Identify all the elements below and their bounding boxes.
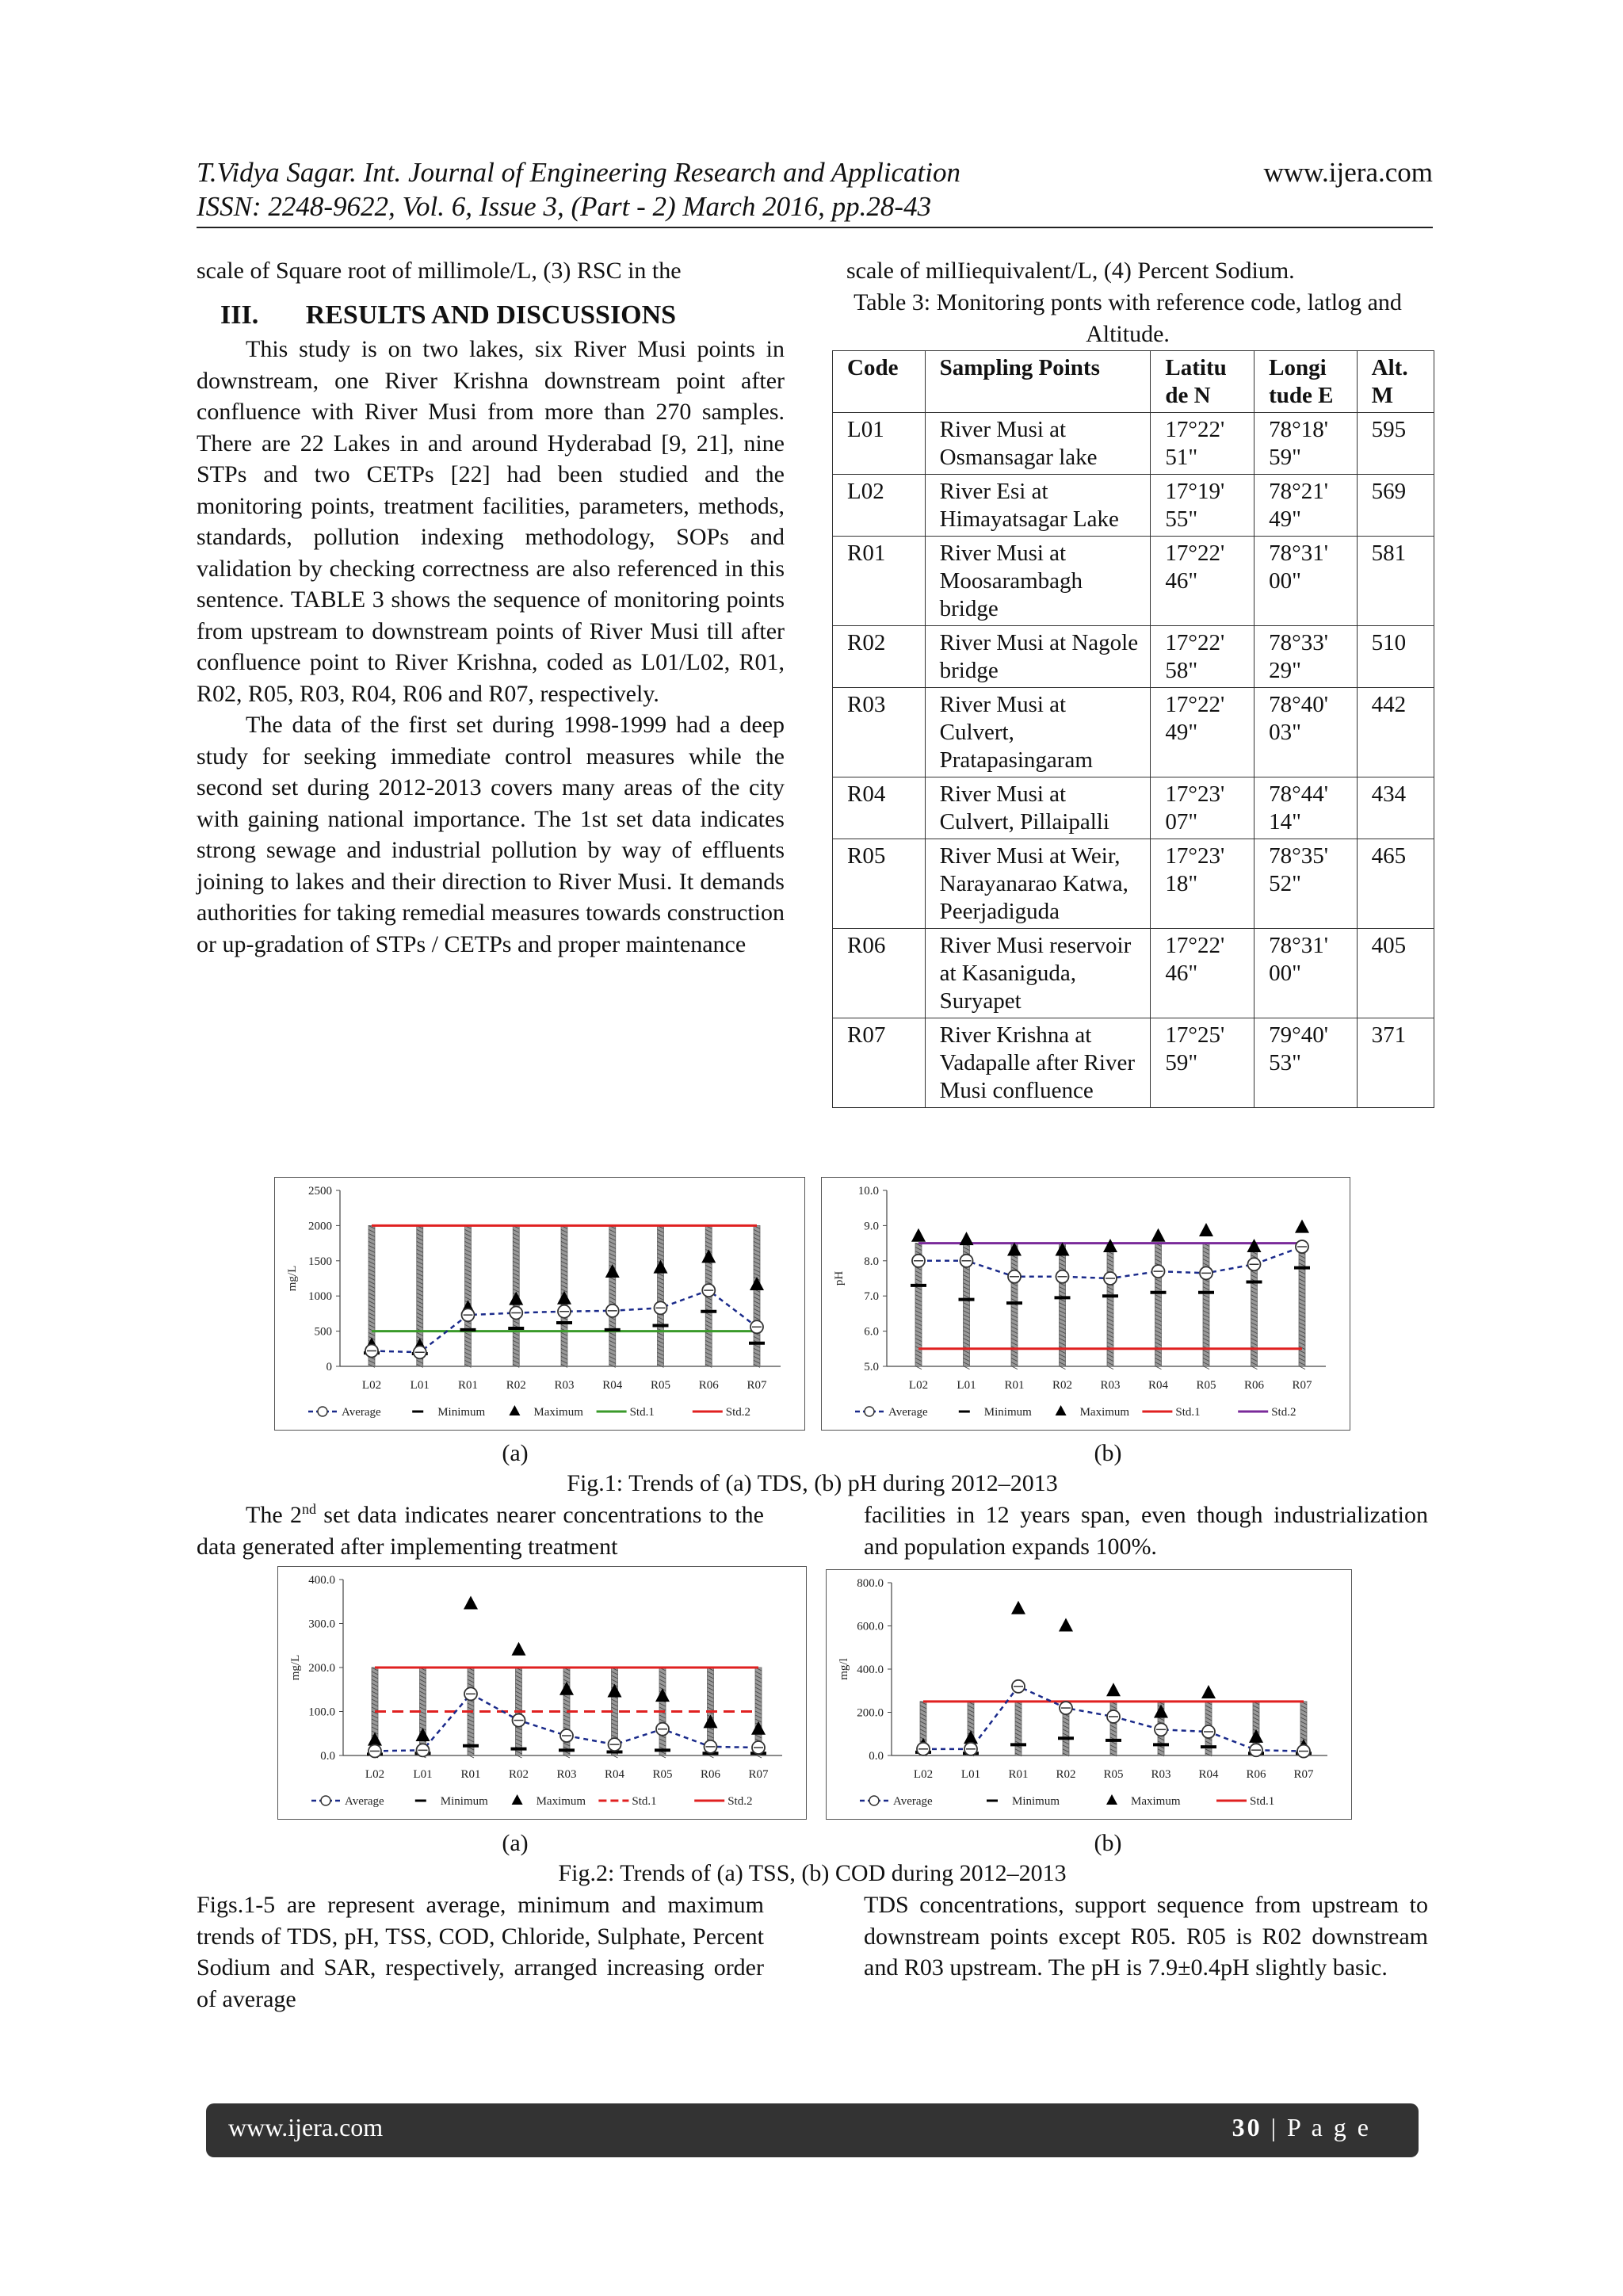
table-cell: 17°22' 46" xyxy=(1151,928,1254,1018)
maximum-marker xyxy=(1295,1220,1309,1233)
legend-average-marker xyxy=(318,1407,327,1416)
header-rule xyxy=(197,227,1433,228)
text-fragment: The 2 xyxy=(246,1502,302,1528)
y-tick-label: 0 xyxy=(326,1361,332,1373)
legend-label: Maximum xyxy=(1079,1406,1130,1419)
table-caption: Table 3: Monitoring ponts with reference code, latlog and Altitude. xyxy=(854,288,1402,347)
table-cell: 465 xyxy=(1357,839,1434,928)
x-tick-label: L02 xyxy=(365,1768,385,1781)
x-tick-label: L02 xyxy=(908,1379,929,1392)
x-tick-label: R05 xyxy=(1196,1379,1216,1392)
continued-text: scale of Square root of millimole/L, (3) RSC in the xyxy=(197,258,682,284)
legend-label: Average xyxy=(888,1406,928,1419)
journal-citation-line1: T.Vidya Sagar. Int. Journal of Engineering Research and Application xyxy=(197,157,961,188)
maximum-marker xyxy=(1154,1705,1168,1718)
maximum-marker xyxy=(751,1721,766,1735)
table-cell: River Musi at Culvert, Pillaipalli xyxy=(925,777,1151,839)
legend-maximum-swatch xyxy=(512,1794,523,1805)
chart-svg xyxy=(827,1570,1351,1819)
maximum-marker xyxy=(1103,1239,1117,1252)
table-cell: R05 xyxy=(833,839,926,928)
y-tick-label: 2500 xyxy=(308,1185,332,1198)
x-tick-label: R06 xyxy=(700,1768,721,1781)
y-tick-label: 800.0 xyxy=(857,1577,884,1590)
table-cell: L01 xyxy=(833,412,926,474)
legend-label: Std.1 xyxy=(1175,1406,1201,1419)
x-tick-label: R02 xyxy=(508,1768,529,1781)
legend-label: Minimum xyxy=(1012,1795,1060,1808)
figure-caption: Fig.1: Trends of (a) TDS, (b) pH during 2012–2013 xyxy=(567,1470,1058,1496)
x-tick-label: R03 xyxy=(1100,1379,1121,1392)
table-cell: R03 xyxy=(833,687,926,777)
legend-label: Std.1 xyxy=(632,1795,657,1808)
table-cell: 371 xyxy=(1357,1018,1434,1107)
maximum-marker xyxy=(559,1682,574,1695)
maximum-marker xyxy=(1199,1223,1213,1236)
legend-label: Maximum xyxy=(1131,1795,1181,1808)
maximum-marker xyxy=(701,1249,716,1263)
table-cell: L02 xyxy=(833,474,926,536)
page-number-value: 30 xyxy=(1232,2113,1262,2141)
paragraph: Figs.1-5 are represent average, minimum and maximum trends of TDS, pH, TSS, COD, Chloride, Sulphate, Percent Sodium and SAR, respectively, arranged increasing order of average xyxy=(197,1892,764,2012)
subfigure-label: (b) xyxy=(1094,1830,1122,1856)
journal-website[interactable]: www.ijera.com xyxy=(1263,157,1433,188)
maximum-marker xyxy=(1247,1239,1262,1252)
chart-fig1a-tds xyxy=(274,1177,805,1431)
x-tick-label: R03 xyxy=(556,1768,577,1781)
legend-label: Std.2 xyxy=(1271,1406,1296,1419)
table-cell: 405 xyxy=(1357,928,1434,1018)
page-number xyxy=(1232,2113,1371,2142)
table-cell: 17°19' 55" xyxy=(1151,474,1254,536)
x-tick-label: L01 xyxy=(413,1768,433,1781)
x-tick-label: R07 xyxy=(1293,1768,1314,1781)
footer-website[interactable]: www.ijera.com xyxy=(228,2113,384,2141)
page-footer xyxy=(206,2103,1419,2157)
y-tick-label: 8.0 xyxy=(864,1255,879,1268)
legend-maximum-swatch xyxy=(1056,1405,1067,1415)
maximum-marker xyxy=(750,1277,764,1290)
y-tick-label: 6.0 xyxy=(864,1325,879,1339)
x-tick-label: R04 xyxy=(1198,1768,1219,1781)
table-cell: 78°18' 59" xyxy=(1254,412,1358,474)
legend-label: Maximum xyxy=(536,1795,586,1808)
table-cell: River Esi at Himayatsagar Lake xyxy=(925,474,1151,536)
x-tick-label: L02 xyxy=(361,1379,382,1392)
y-axis-label: pH xyxy=(833,1270,846,1286)
y-axis-label: mg/L xyxy=(289,1654,302,1681)
chart-svg xyxy=(822,1178,1350,1430)
y-tick-label: 1000 xyxy=(308,1290,332,1304)
y-tick-label: 5.0 xyxy=(864,1361,879,1373)
maximum-marker xyxy=(654,1260,668,1274)
table-cell: 78°33' 29" xyxy=(1254,625,1358,687)
table-row xyxy=(833,474,1434,536)
y-tick-label: 400.0 xyxy=(308,1574,335,1587)
chart-fig1b-ph xyxy=(821,1177,1350,1431)
legend-label: Std.2 xyxy=(727,1795,753,1808)
chart-svg xyxy=(278,1567,806,1819)
table-cell: R04 xyxy=(833,777,926,839)
table-cell: R01 xyxy=(833,536,926,625)
paragraph: facilities in 12 years span, even though industrialization and population expands 100%. xyxy=(864,1502,1428,1560)
x-tick-label: R06 xyxy=(1243,1379,1265,1392)
x-tick-label: L02 xyxy=(913,1768,934,1781)
table-cell: 17°25' 59" xyxy=(1151,1018,1254,1107)
table-cell: 17°23' 18" xyxy=(1151,839,1254,928)
x-tick-label: R06 xyxy=(1246,1768,1266,1781)
legend-average-marker xyxy=(321,1796,330,1805)
table-cell: River Krishna at Vadapalle after River Musi confluence xyxy=(925,1018,1151,1107)
right-column-bottom xyxy=(864,1889,1428,1984)
table-cell: 442 xyxy=(1357,687,1434,777)
table-cell: 17°22' 58" xyxy=(1151,625,1254,687)
maximum-marker xyxy=(557,1291,571,1305)
legend-label: Minimum xyxy=(440,1795,488,1808)
legend-average-marker xyxy=(865,1407,874,1416)
journal-citation-line2: ISSN: 2248-9622, Vol. 6, Issue 3, (Part - 2) March 2016, pp.28-43 xyxy=(197,191,932,222)
table-header-cell: Sampling Points xyxy=(925,350,1151,412)
section-heading: III. RESULTS AND DISCUSSIONS xyxy=(220,300,677,330)
table-cell: 78°31' 00" xyxy=(1254,928,1358,1018)
table-row xyxy=(833,839,1434,928)
y-tick-label: 400.0 xyxy=(857,1664,884,1676)
x-tick-label: R05 xyxy=(1103,1768,1124,1781)
maximum-marker xyxy=(1249,1729,1263,1743)
table-cell: 17°22' 46" xyxy=(1151,536,1254,625)
right-column-mid xyxy=(864,1499,1428,1562)
maximum-marker xyxy=(512,1642,526,1656)
maximum-marker xyxy=(464,1596,478,1610)
legend-label: Std.1 xyxy=(1250,1795,1275,1808)
x-tick-label: R03 xyxy=(554,1379,575,1392)
x-tick-label: L01 xyxy=(410,1379,430,1392)
table-cell: R07 xyxy=(833,1018,926,1107)
y-tick-label: 7.0 xyxy=(864,1290,879,1304)
paragraph xyxy=(197,1499,764,1562)
legend-average-marker xyxy=(869,1796,879,1805)
subfigure-label: (b) xyxy=(1094,1440,1122,1466)
legend-label: Minimum xyxy=(983,1406,1032,1419)
legend-label: Average xyxy=(345,1795,384,1808)
paragraph: This study is on two lakes, six River Musi points in downstream, one River Krishna downstream point after confluence with River Musi from more than 270 samples. There are 22 Lakes in and around Hyderabad [9, 21], nine STPs and two CETPs [22] had been studied and the monitoring points, treatment facilities, parameters, methods, standards, pollution indexing methodology, SOPs and validation by checking correctness are also referenced in this sentence. TABLE 3 shows the sequence of monitoring points from upstream to downstream points of River Musi till after confluence point to River Krishna, coded as L01/L02, R01, R02, R05, R03, R04, R06 and R07, respectively. xyxy=(197,336,785,707)
legend-maximum-swatch xyxy=(509,1405,520,1415)
table-row xyxy=(833,536,1434,625)
table-cell: 510 xyxy=(1357,625,1434,687)
table-cell: 78°35' 52" xyxy=(1254,839,1358,928)
table-header-cell: Alt. M xyxy=(1357,350,1434,412)
table-cell: R02 xyxy=(833,625,926,687)
legend-label: Average xyxy=(893,1795,933,1808)
maximum-marker xyxy=(960,1232,974,1245)
y-axis-label: mg/l xyxy=(838,1658,850,1680)
monitoring-points-table xyxy=(832,350,1434,1108)
x-tick-label: R01 xyxy=(457,1379,479,1392)
maximum-marker xyxy=(1059,1618,1073,1632)
x-tick-label: R06 xyxy=(698,1379,719,1392)
legend-label: Average xyxy=(342,1406,381,1419)
table-header-cell: Latitu de N xyxy=(1151,350,1254,412)
x-tick-label: R02 xyxy=(1052,1379,1073,1392)
chart-fig2a-tss xyxy=(277,1566,807,1820)
y-tick-label: 10.0 xyxy=(857,1185,879,1198)
maximum-marker xyxy=(1151,1228,1166,1242)
y-tick-label: 1500 xyxy=(308,1255,332,1268)
x-tick-label: R04 xyxy=(604,1768,625,1781)
x-tick-label: L01 xyxy=(957,1379,976,1392)
table-cell: 78°21' 49" xyxy=(1254,474,1358,536)
table-cell: 569 xyxy=(1357,474,1434,536)
legend-label: Std.2 xyxy=(725,1406,751,1419)
left-column-bottom xyxy=(197,1889,764,2015)
table-header-cell: Code xyxy=(833,350,926,412)
x-tick-label: R05 xyxy=(652,1768,673,1781)
x-tick-label: R01 xyxy=(460,1768,481,1781)
subfigure-label: (a) xyxy=(502,1830,529,1856)
legend-maximum-swatch xyxy=(1106,1794,1117,1805)
maximum-marker xyxy=(704,1714,718,1728)
y-tick-label: 500 xyxy=(314,1325,332,1339)
figure-caption: Fig.2: Trends of (a) TSS, (b) COD during 2012–2013 xyxy=(558,1860,1067,1886)
table-row xyxy=(833,412,1434,474)
maximum-marker xyxy=(1201,1685,1216,1698)
table-row xyxy=(833,1018,1434,1107)
left-column-mid xyxy=(197,1499,764,1562)
table-cell: River Musi reservoir at Kasaniguda, Suryapet xyxy=(925,928,1151,1018)
x-tick-label: R03 xyxy=(1151,1768,1171,1781)
chart-svg xyxy=(275,1178,804,1430)
maximum-marker xyxy=(1011,1601,1025,1614)
y-tick-label: 300.0 xyxy=(308,1618,335,1631)
y-tick-label: 2000 xyxy=(308,1220,332,1233)
x-tick-label: R07 xyxy=(747,1379,767,1392)
page-label: | P a g e xyxy=(1262,2113,1371,2141)
table-header-cell: Longi tude E xyxy=(1254,350,1358,412)
maximum-marker xyxy=(608,1684,622,1698)
table-row xyxy=(833,625,1434,687)
paragraph: The data of the first set during 1998-1999 had a deep study for seeking immediate control measures while the second set during 2012-2013 covers many areas of the city with gaining national importance. The 1st set data indicates strong sewage and industrial pollution by way of effluents joining to lakes and their direction to River Musi. It demands authorities for taking remedial measures towards construction or up-gradation of STPs / CETPs and proper maintenance xyxy=(197,712,785,957)
continued-text: scale of milIiequivalent/L, (4) Percent Sodium. xyxy=(846,258,1295,284)
table-cell: River Musi at Moosarambagh bridge xyxy=(925,536,1151,625)
table-cell: 434 xyxy=(1357,777,1434,839)
y-tick-label: 600.0 xyxy=(857,1620,884,1633)
chart-fig2b-cod xyxy=(826,1569,1352,1820)
right-column xyxy=(846,255,1441,1108)
legend-label: Maximum xyxy=(533,1406,583,1419)
x-tick-label: R02 xyxy=(506,1379,526,1392)
table-cell: 17°23' 07" xyxy=(1151,777,1254,839)
x-tick-label: R01 xyxy=(1008,1768,1029,1781)
x-tick-label: R07 xyxy=(748,1768,769,1781)
table-cell: 17°22' 51" xyxy=(1151,412,1254,474)
x-tick-label: L01 xyxy=(960,1768,981,1781)
maximum-marker xyxy=(655,1688,670,1702)
left-column xyxy=(197,255,785,960)
y-tick-label: 200.0 xyxy=(308,1662,335,1675)
y-tick-label: 9.0 xyxy=(864,1220,879,1233)
table-cell: River Musi at Weir, Narayanarao Katwa, Peerjadiguda xyxy=(925,839,1151,928)
text-fragment: set data indicates nearer concentrations to the data generated after implementing treatment xyxy=(197,1502,764,1560)
y-tick-label: 0.0 xyxy=(320,1750,335,1763)
table-row xyxy=(833,928,1434,1018)
table-row xyxy=(833,687,1434,777)
maximum-marker xyxy=(605,1264,620,1278)
maximum-marker xyxy=(964,1730,978,1744)
x-tick-label: R04 xyxy=(602,1379,623,1392)
table-cell: 595 xyxy=(1357,412,1434,474)
maximum-marker xyxy=(368,1733,382,1746)
running-header xyxy=(197,155,1433,223)
table-row xyxy=(833,777,1434,839)
subfigure-label: (a) xyxy=(502,1440,529,1466)
table-cell: 78°44' 14" xyxy=(1254,777,1358,839)
table-cell: 581 xyxy=(1357,536,1434,625)
maximum-marker xyxy=(416,1728,430,1741)
maximum-marker xyxy=(1106,1683,1121,1696)
table-cell: River Musi at Nagole bridge xyxy=(925,625,1151,687)
legend-label: Std.1 xyxy=(629,1406,655,1419)
x-tick-label: R05 xyxy=(650,1379,671,1392)
superscript: nd xyxy=(301,1501,316,1517)
paragraph: TDS concentrations, support sequence from upstream to downstream points except R05. R05 is R02 downstream and R03 upstream. The pH is 7.9±0.4pH slightly basic. xyxy=(864,1892,1428,1981)
x-tick-label: R01 xyxy=(1004,1379,1025,1392)
table-cell: River Musi at Osmansagar lake xyxy=(925,412,1151,474)
y-tick-label: 100.0 xyxy=(308,1706,335,1719)
table-cell: R06 xyxy=(833,928,926,1018)
x-tick-label: R07 xyxy=(1292,1379,1312,1392)
y-tick-label: 200.0 xyxy=(857,1706,884,1720)
table-cell: 79°40' 53" xyxy=(1254,1018,1358,1107)
maximum-marker xyxy=(509,1292,523,1305)
y-axis-label: mg/L xyxy=(286,1265,299,1292)
table-cell: 78°40' 03" xyxy=(1254,687,1358,777)
legend-label: Minimum xyxy=(437,1406,486,1419)
table-cell: 17°22' 49" xyxy=(1151,687,1254,777)
table-cell: 78°31' 00" xyxy=(1254,536,1358,625)
x-tick-label: R02 xyxy=(1056,1768,1076,1781)
x-tick-label: R04 xyxy=(1148,1379,1169,1392)
table-cell: River Musi at Culvert, Pratapasingaram xyxy=(925,687,1151,777)
y-tick-label: 0.0 xyxy=(869,1750,884,1763)
maximum-marker xyxy=(911,1228,926,1242)
